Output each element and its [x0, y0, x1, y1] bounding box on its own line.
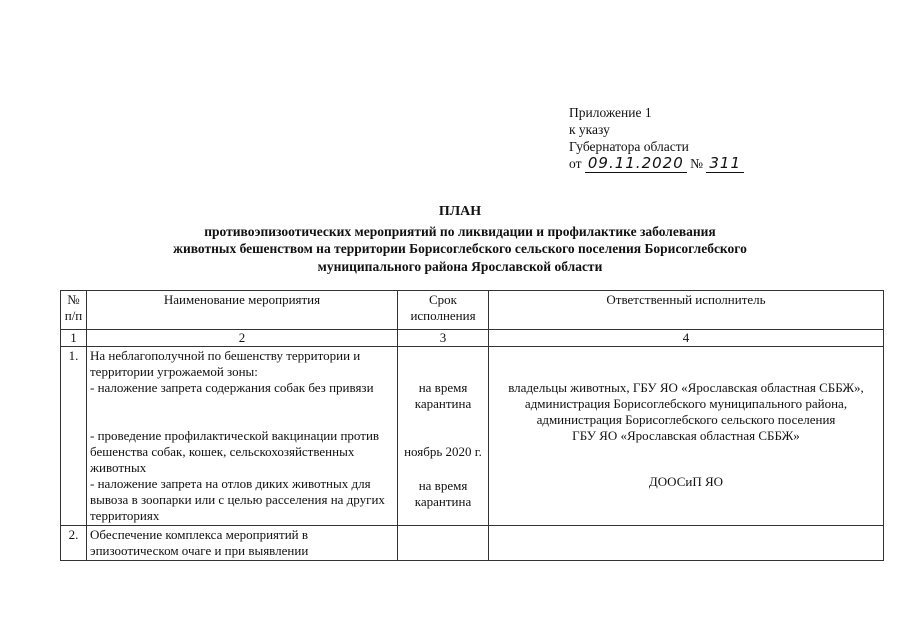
column-number: 1 [61, 330, 87, 347]
row-measure: Обеспечение комплекса мероприятий в эпизоотическом очаге и при выявлении [87, 526, 398, 561]
table-header-row [61, 291, 884, 330]
column-number: 3 [398, 330, 489, 347]
date-prefix: от [569, 156, 582, 171]
row-terms [398, 347, 489, 526]
plan-table [60, 290, 884, 561]
header-num: № п/п [61, 291, 87, 330]
measure-intro: На неблагополучной по бешенству территории и территории угрожаемой зоны: [90, 348, 361, 379]
term-item: ноябрь 2020 г. [404, 444, 482, 459]
document-title [100, 203, 820, 275]
row-executor [489, 526, 884, 561]
measure-item: - наложение запрета содержания собак без привязи [90, 380, 374, 395]
table-row [61, 526, 884, 561]
row-measures [87, 347, 398, 526]
executor-item: владельцы животных, ГБУ ЯО «Ярославская областная СББЖ», администрация Борисоглебского муниципального района, администрация Борисоглебского сельского поселения [508, 380, 864, 427]
annex-line-1: Приложение 1 [569, 105, 652, 120]
handwritten-number: 311 [706, 154, 744, 173]
table-row [61, 347, 884, 526]
executor-item: ДООСиП ЯО [648, 474, 724, 489]
annex-date-line [569, 155, 744, 172]
measure-item: - проведение профилактической вакцинации против бешенства собак, кошек, сельскохозяйственных животных [90, 428, 380, 475]
title-line-2: животных бешенством на территории Борисоглебского сельского поселения Борисоглебского [173, 241, 747, 256]
row-number: 2. [61, 526, 87, 561]
title-line-3: муниципального района Ярославской области [317, 258, 603, 274]
measure-item: - наложение запрета на отлов диких животных для вывоза в зоопарки или с целью расселения на других территориях [90, 476, 385, 523]
header-term: Срок исполнения [398, 291, 489, 330]
column-number-row [61, 330, 884, 347]
title-plan: ПЛАН [438, 204, 482, 219]
row-number: 1. [61, 347, 87, 526]
header-name: Наименование мероприятия [87, 291, 398, 330]
annex-block [569, 104, 744, 172]
handwritten-date: 09.11.2020 [585, 154, 687, 173]
annex-line-3: Губернатора области [569, 139, 689, 154]
term-item: на время карантина [414, 380, 472, 411]
row-executors [489, 347, 884, 526]
title-line-1: противоэпизоотических мероприятий по ликвидации и профилактике заболевания [204, 223, 716, 239]
column-number: 2 [87, 330, 398, 347]
row-term [398, 526, 489, 561]
number-prefix: № [690, 156, 704, 171]
column-number: 4 [489, 330, 884, 347]
term-item: на время карантина [414, 478, 472, 509]
executor-item: ГБУ ЯО «Ярославская областная СББЖ» [572, 428, 800, 443]
annex-line-2: к указу [569, 122, 610, 137]
header-executor: Ответственный исполнитель [489, 291, 884, 330]
